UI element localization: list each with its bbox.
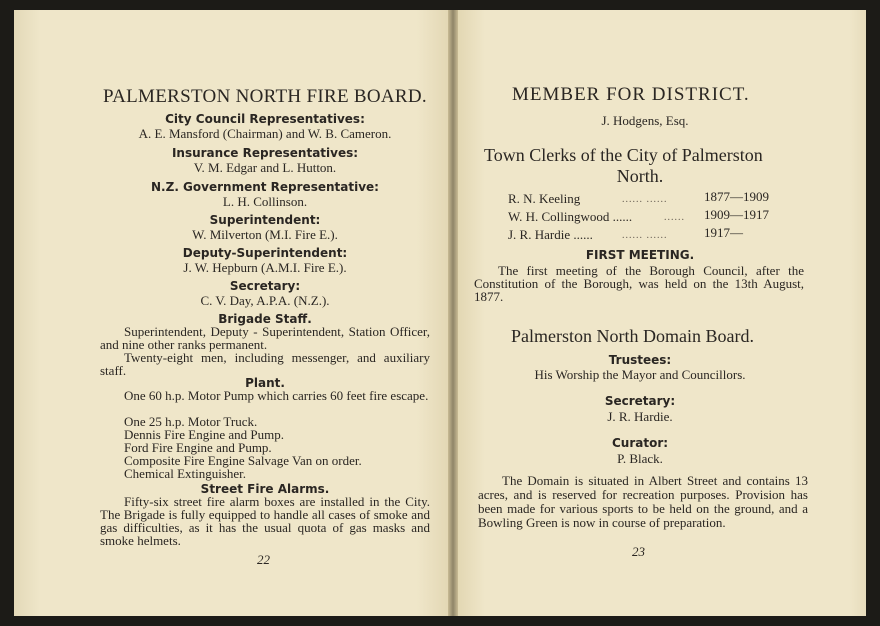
plant-paragraph: One 60 h.p. Motor Pump which carries 60 feet fire escape. [124,388,429,403]
govt-heading: N.Z. Government Representative: [151,180,379,194]
plant-item: Dennis Fire Engine and Pump. [124,427,284,442]
first-meeting-heading: FIRST MEETING. [585,248,695,262]
city-council-names: A. E. Mansford (Chairman) and W. B. Cameron. [138,126,392,141]
member-title: MEMBER FOR DISTRICT. [512,84,750,105]
page-number-right: 23 [632,544,645,559]
clerk-years: 1877—1909 [704,189,769,204]
clerk-leader-dots: ...... [664,212,685,223]
plant-item: One 25 h.p. Motor Truck. [124,414,258,429]
alarms-heading: Street Fire Alarms. [200,482,330,496]
first-meeting-paragraph: The first meeting of the Borough Council, after the Constitution of the Borough, was held on the 13th August, 1877. [474,263,804,304]
trustees-heading: Trustees: [608,353,672,367]
clerk-name: W. H. Collingwood ...... [508,209,633,224]
page-number-left: 22 [257,552,270,567]
brigade-paragraph-1: Superintendent, Deputy - Superintendent, Station Officer, and nine other ranks permanent. [100,324,430,352]
plant-item: Ford Fire Engine and Pump. [124,440,272,455]
curator-heading: Curator: [611,436,669,450]
trustees-names: His Worship the Mayor and Councillors. [534,367,746,382]
deputy-name: J. W. Hepburn (A.M.I. Fire E.). [183,260,347,275]
clerks-title-line-1: Town Clerks of the City of Palmerston [484,145,763,165]
brigade-heading: Brigade Staff. [218,312,312,326]
superintendent-heading: Superintendent: [209,213,321,227]
brigade-paragraph-2: Twenty-eight men, including messenger, and auxiliary staff. [100,350,430,378]
clerk-leader-dots: ...... ...... [622,194,668,205]
secretary-name: C. V. Day, A.P.A. (N.Z.). [200,293,330,308]
clerk-years: 1917— [704,225,743,240]
clerk-name: J. R. Hardie ...... [508,227,593,242]
clerk-years: 1909—1917 [704,207,769,222]
clerk-leader-dots: ...... ...... [622,230,668,241]
insurance-heading: Insurance Representatives: [171,146,359,160]
domain-secretary-name: J. R. Hardie. [607,409,673,424]
govt-name: L. H. Collinson. [222,194,308,209]
plant-item: Composite Fire Engine Salvage Van on order. [124,453,362,468]
city-council-heading: City Council Representatives: [165,112,365,126]
domain-paragraph: The Domain is situated in Albert Street and contains 13 acres, and is reserved for recreation purposes. Provision has been made for various sports to be held on the ground, and a Bowling Green is now in course of preparation. [478,473,808,530]
plant-heading: Plant. [245,376,285,390]
curator-name: P. Black. [617,451,663,466]
plant-item: Chemical Extinguisher. [124,466,247,481]
member-name: J. Hodgens, Esq. [601,113,689,128]
insurance-names: V. M. Edgar and L. Hutton. [193,160,337,175]
secretary-heading: Secretary: [229,279,301,293]
alarms-paragraph: Fifty-six street fire alarm boxes are installed in the City. The Brigade is fully equipped to handle all cases of smoke and gas difficulties, as it has the usual quota of gas masks and smoke helmets. [100,494,430,548]
fire-board-title: PALMERSTON NORTH FIRE BOARD. [103,86,427,107]
superintendent-name: W. Milverton (M.I. Fire E.). [192,227,338,242]
deputy-heading: Deputy-Superintendent: [182,246,348,260]
domain-secretary-heading: Secretary: [604,394,676,408]
domain-board-title: Palmerston North Domain Board. [511,326,754,346]
clerks-title-line-2: North. [616,166,664,186]
clerk-name: R. N. Keeling [508,191,581,206]
